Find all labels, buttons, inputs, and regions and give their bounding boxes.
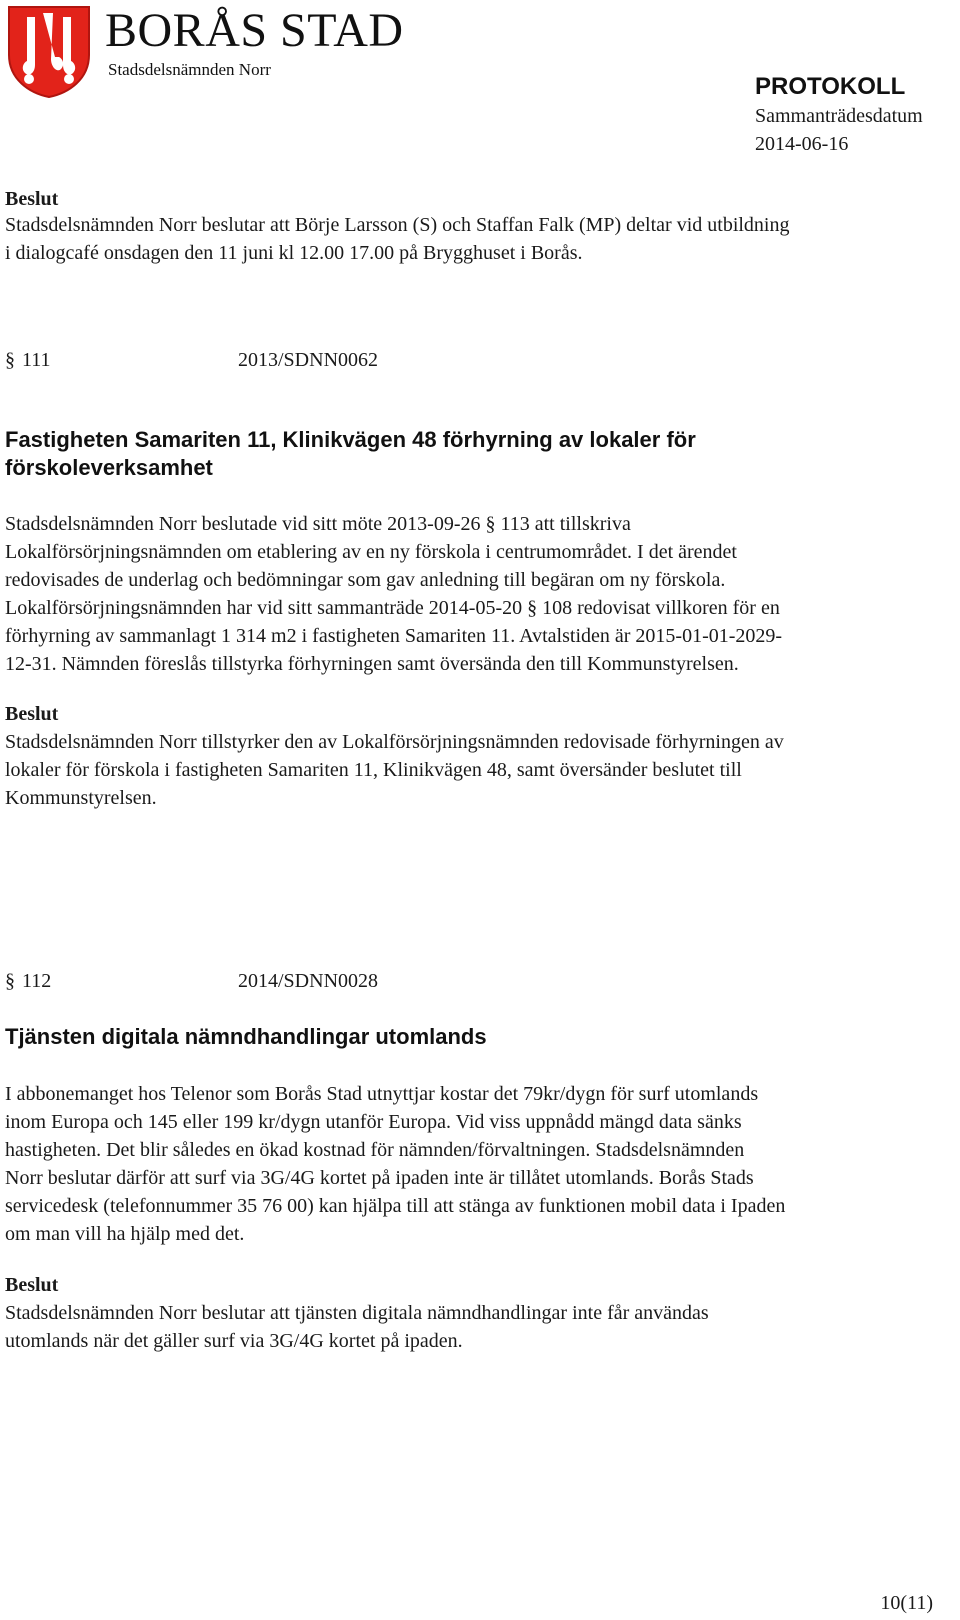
paragraph-sign: § — [5, 970, 15, 992]
case-id: 2013/SDNN0062 — [238, 349, 379, 371]
beslut-label: Beslut — [5, 1274, 59, 1296]
paragraph-number: 111 — [22, 349, 51, 371]
section-body: I abbonemanget hos Telenor som Borås Stad utnyttjar kostar det 79kr/dygn för surf utomlands inom Europa och 145 eller 199 kr/dygn utanför Europa. Vid viss uppnådd mängd data sänks hastigheten. Det blir således en ökad kostnad för nämnden/förvaltningen. Stadsdelsnämnden Norr beslutar därför att surf via 3G/4G kortet på ipaden inte är tillåtet utomlands. Borås Stads servicedesk (telefonnummer 35 76 00) kan hjälpa till att stänga av funktionen mobil data i Ipaden om man vill ha hjälp med det. — [5, 1083, 786, 1245]
borås-coat-of-arms-icon — [5, 3, 93, 99]
paragraph-sign: § — [5, 349, 15, 371]
beslut-label: Beslut — [5, 703, 59, 725]
section-title: Tjänsten digitala nämndhandlingar utomlands — [5, 1024, 487, 1049]
brand-name: BORÅS STAD — [105, 4, 404, 57]
beslut-label: Beslut — [5, 188, 59, 210]
document-type: PROTOKOLL — [755, 73, 906, 100]
paragraph-number: 112 — [22, 970, 52, 992]
page-number: 10(11) — [880, 1592, 933, 1614]
intro-decision-text: Stadsdelsnämnden Norr beslutar att Börje Larsson (S) och Staffan Falk (MP) deltar vid utbildning i dialogcafé onsdagen den 11 juni kl 12.00 17.00 på Brygghuset i Borås. — [5, 214, 790, 264]
section-body: Stadsdelsnämnden Norr beslutade vid sitt möte 2013-09-26 § 113 att tillskriva Lokalförsörjningsnämnden om etablering av en ny förskola i centrumområdet. I det ärendet redovisades de underlag och bedömningar som gav anledning till begäran om ny förskola. Lokalförsörjningsnämnden har vid sitt sammanträde 2014-05-20 § 108 redovisat villkoren för en förhyrning av sammanlagt 1 314 m2 i fastigheten Samariten 11. Avtalstiden är 2015-01-01-2029- 12-31. Nämnden föreslås tillstyrka förhyrningen samt översända den till Kommunstyrelsen. — [5, 513, 783, 675]
section-decision: Stadsdelsnämnden Norr beslutar att tjänsten digitala nämndhandlingar inte får användas utomlands när det gäller surf via 3G/4G kortet på ipaden. — [5, 1302, 709, 1352]
brand-logo — [5, 3, 405, 99]
meeting-date: 2014-06-16 — [755, 133, 849, 155]
section-title: Fastigheten Samariten 11, Klinikvägen 48 förhyrning av lokaler för förskoleverksamhet — [5, 427, 696, 480]
section-decision: Stadsdelsnämnden Norr tillstyrker den av Lokalförsörjningsnämnden redovisade förhyrningen av lokaler för förskola i fastigheten Samariten 11, Klinikvägen 48, samt översänder beslutet till Kommunstyrelsen. — [5, 731, 784, 809]
case-id: 2014/SDNN0028 — [238, 970, 379, 992]
meeting-date-label: Sammanträdesdatum — [755, 105, 923, 127]
brand-subtitle: Stadsdelsnämnden Norr — [108, 60, 271, 79]
